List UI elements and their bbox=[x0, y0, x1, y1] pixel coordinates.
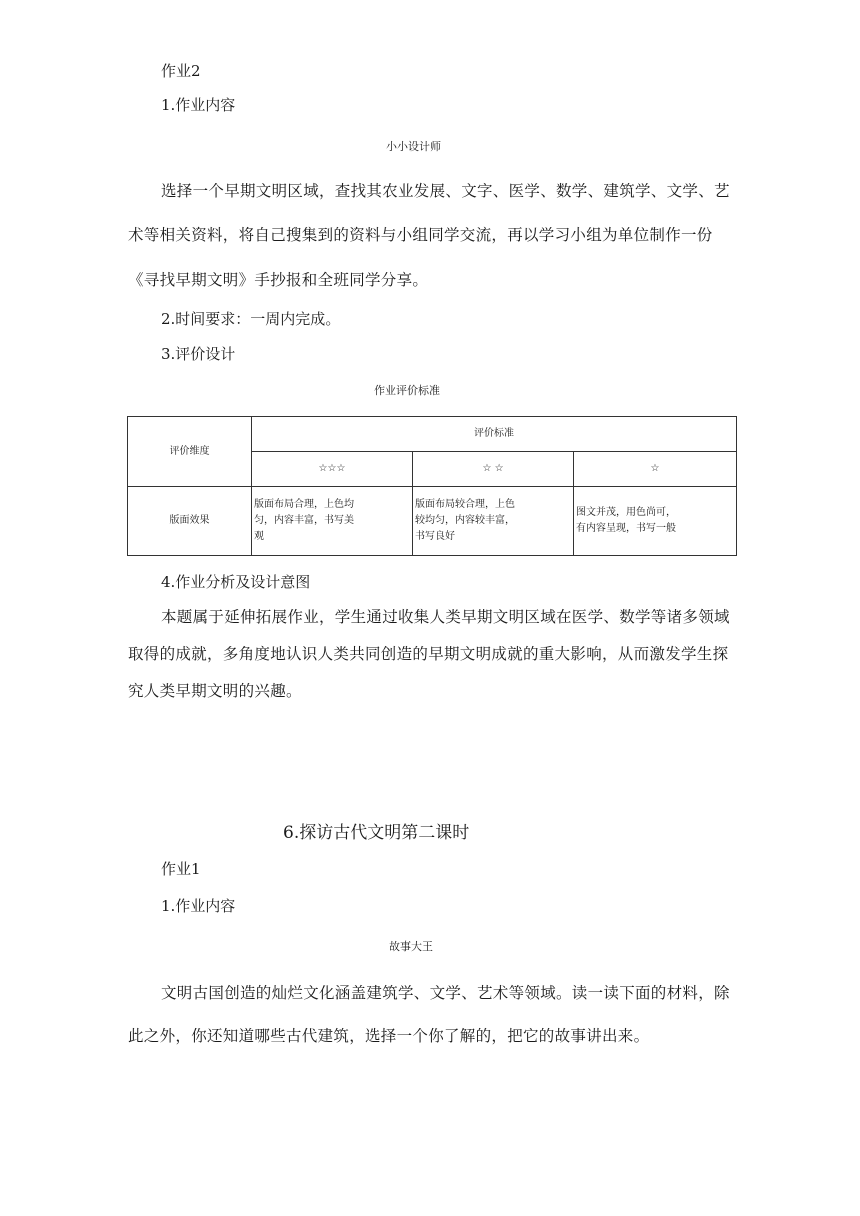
analysis-line: 究人类早期文明的兴趣。 bbox=[128, 682, 302, 700]
level-two-stars: ☆ ☆ bbox=[413, 452, 574, 487]
homework-2-label: 作业2 bbox=[161, 62, 201, 80]
activity-title: 故事大王 bbox=[389, 940, 433, 953]
level-three-stars: ☆☆☆ bbox=[252, 452, 413, 487]
evaluation-table bbox=[127, 416, 737, 556]
level-one-star: ☆ bbox=[574, 452, 737, 487]
paragraph-line: 文明古国创造的灿烂文化涵盖建筑学、文学、艺术等领域。读一读下面的材料，除 bbox=[161, 984, 730, 1002]
standard-header: 评价标准 bbox=[252, 417, 737, 452]
activity-title: 小小设计师 bbox=[386, 140, 441, 153]
analysis-heading: 4.作业分析及设计意图 bbox=[161, 573, 311, 591]
homework-1-label: 作业1 bbox=[161, 860, 201, 878]
eval-heading: 3.评价设计 bbox=[161, 345, 236, 363]
paragraph-line: 《寻找早期文明》手抄报和全班同学分享。 bbox=[128, 271, 429, 289]
content-heading: 1.作业内容 bbox=[161, 897, 236, 915]
table-title: 作业评价标准 bbox=[374, 384, 440, 397]
criteria-cell-fair bbox=[574, 487, 737, 556]
paragraph-line: 选择一个早期文明区域，查找其农业发展、文字、医学、数学、建筑学、文学、艺 bbox=[161, 182, 730, 200]
lesson-title: 6.探访古代文明第二课时 bbox=[283, 823, 470, 843]
cell-line: 匀，内容丰富，书写美 bbox=[254, 515, 354, 526]
cell-line: 图文并茂，用色尚可， bbox=[576, 507, 676, 518]
dimension-header: 评价维度 bbox=[128, 417, 252, 487]
analysis-line: 本题属于延伸拓展作业，学生通过收集人类早期文明区域在医学、数学等诸多领域 bbox=[161, 608, 730, 626]
paragraph-line: 此之外，你还知道哪些古代建筑，选择一个你了解的，把它的故事讲出来。 bbox=[128, 1027, 650, 1045]
paragraph-line: 术等相关资料，将自己搜集到的资料与小组同学交流，再以学习小组为单位制作一份 bbox=[128, 226, 713, 244]
cell-line: 较均匀，内容较丰富， bbox=[415, 515, 515, 526]
criteria-cell-good bbox=[413, 487, 574, 556]
cell-line: 有内容呈现，书写一般 bbox=[576, 523, 676, 534]
analysis-line: 取得的成就，多角度地认识人类共同创造的早期文明成就的重大影响，从而激发学生探 bbox=[128, 645, 729, 663]
cell-line: 版面布局较合理，上色 bbox=[415, 499, 515, 510]
cell-line: 观 bbox=[254, 531, 264, 542]
criteria-cell-excellent bbox=[252, 487, 413, 556]
cell-line: 书写良好 bbox=[415, 531, 455, 542]
cell-line: 版面布局合理，上色均 bbox=[254, 499, 354, 510]
time-requirement: 2.时间要求：一周内完成。 bbox=[161, 310, 341, 328]
row-label-layout-effect: 版面效果 bbox=[128, 487, 252, 556]
content-heading: 1.作业内容 bbox=[161, 96, 236, 114]
